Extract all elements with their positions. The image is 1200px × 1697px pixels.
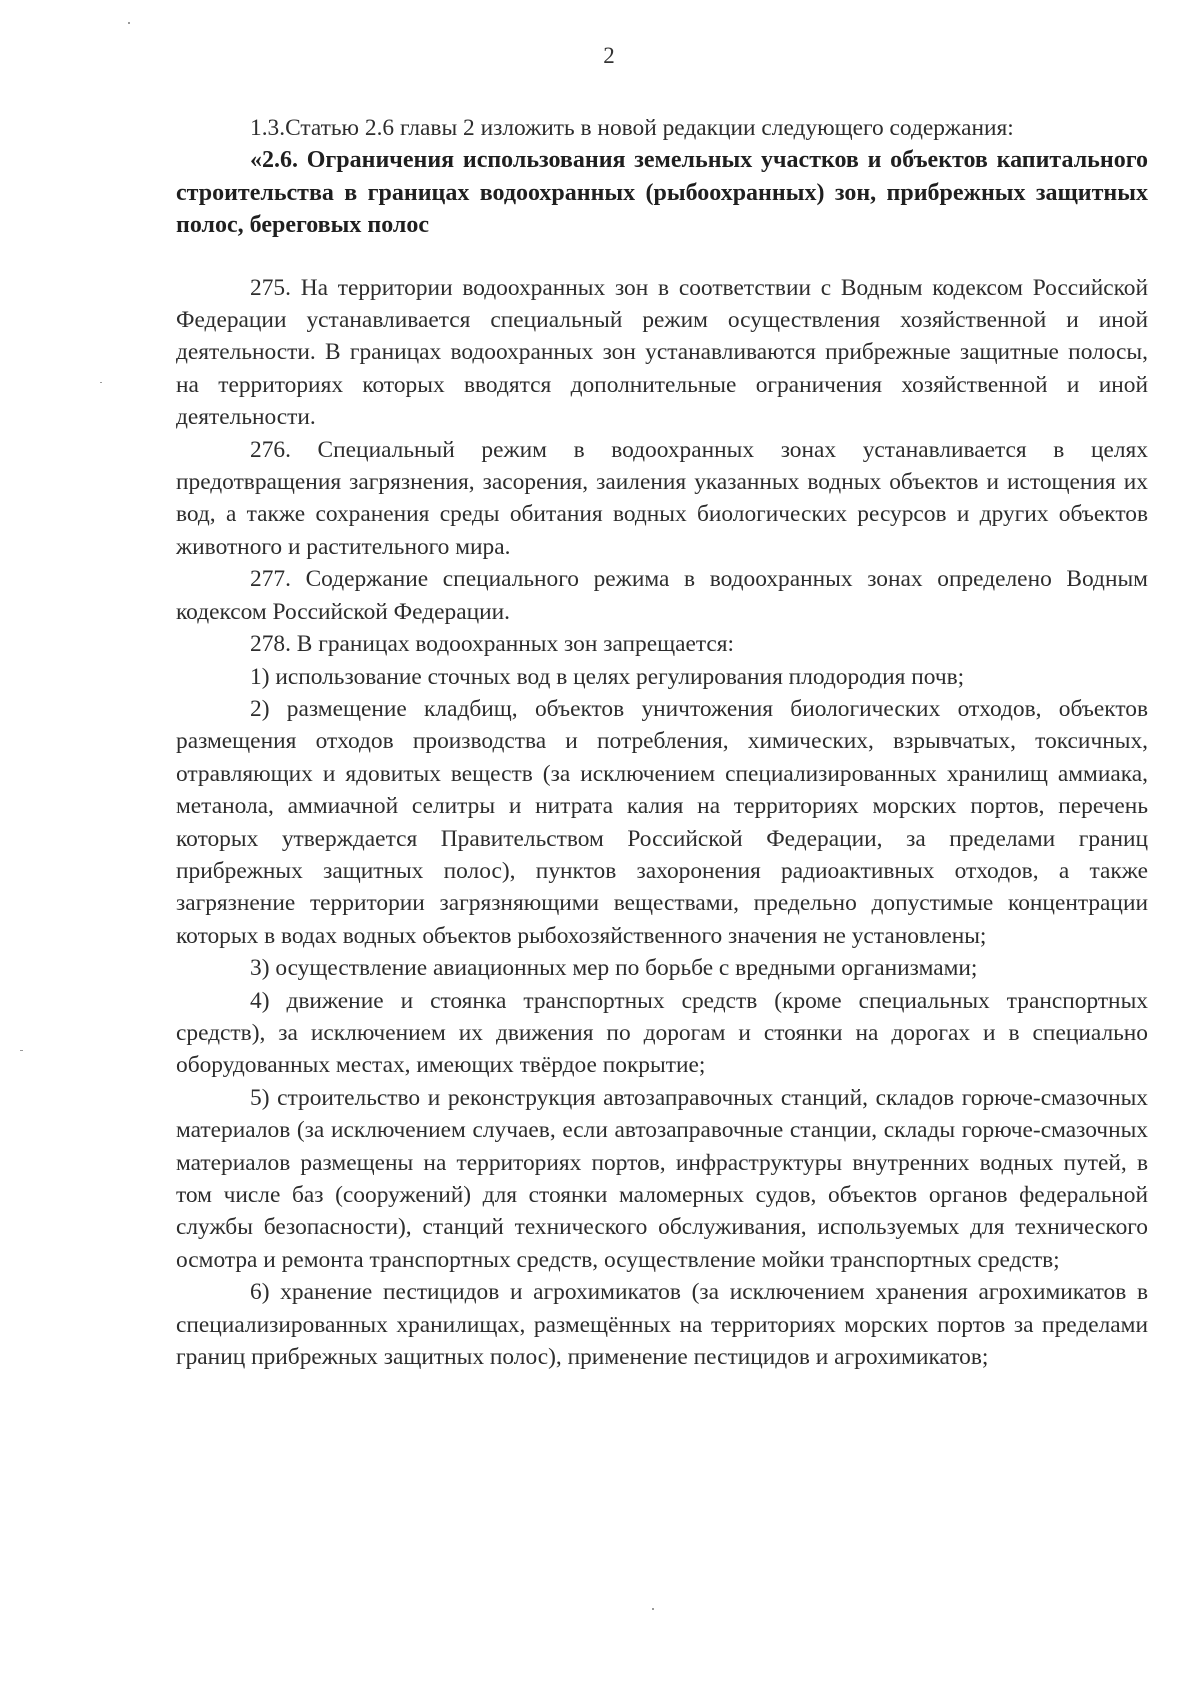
document-body — [176, 112, 1148, 1373]
list-item-2: 2) размещение кладбищ, объектов уничтожения биологических отходов, объектов размещения отходов производства и потребления, химических, взрывчатых, токсичных, отравляющих и ядовитых веществ (за исключением специализированных хранилищ аммиака, метанола, аммиачной селитры и нитрата калия на территориях морских портов, перечень которых утверждается Правительством Российской Федерации, за пределами границ прибрежных защитных полос), пунктов захоронения радиоактивных отходов, а также загрязнение территории загрязняющими веществами, предельно допустимые концентрации которых в водах водных объектов рыбохозяйственного значения не установлены; — [176, 695, 1148, 949]
paragraph-275: 275. На территории водоохранных зон в соответствии с Водным кодексом Российской Федерации устанавливается специальный режим осуществления хозяйственной и иной деятельности. В границах водоохранных зон устанавливаются прибрежные защитные полосы, на территориях которых вводятся дополнительные ограничения хозяйственной и иной деятельности. — [176, 274, 1148, 431]
scan-speck — [100, 382, 102, 383]
list-item-1: 1) использование сточных вод в целях регулирования плодородия почв; — [250, 663, 965, 690]
scan-speck — [20, 1050, 23, 1051]
paragraph-276: 276. Специальный режим в водоохранных зонах устанавливается в целях предотвращения загрязнения, засорения, заиления указанных водных объектов и истощения их вод, а также сохранения среды обитания водных биологических ресурсов и других объектов животного и растительного мира. — [176, 436, 1148, 560]
section-heading-2-6: «2.6. Ограничения использования земельных участков и объектов капитального строительства в границах водоохранных (рыбоохранных) зон, прибрежных защитных полос, береговых полос — [176, 147, 1148, 239]
scan-speck — [652, 1608, 654, 1610]
spacer — [176, 242, 1148, 272]
paragraph-1-3: 1.3.Статью 2.6 главы 2 изложить в новой редакции следующего содержания: — [250, 115, 1014, 141]
paragraph-278: 278. В границах водоохранных зон запрещается: — [250, 631, 735, 658]
list-item-3: 3) осуществление авиационных мер по борьбе с вредными организмами; — [250, 955, 978, 982]
list-item-4: 4) движение и стоянка транспортных средств (кроме специальных транспортных средств), за исключением их движения по дорогам и стоянки на дорогах и в специально оборудованных местах, имеющих твёрдое покрытие; — [176, 987, 1148, 1079]
list-item-5: 5) строительство и реконструкция автозаправочных станций, складов горюче-смазочных материалов (за исключением случаев, если автозаправочные станции, склады горюче-смазочных материалов размещены на территориях портов, инфраструктуры внутренних водных путей, в том числе баз (сооружений) для стоянки маломерных судов, объектов органов федеральной службы безопасности), станций технического обслуживания, используемых для технического осмотра и ремонта транспортных средств, осуществление мойки транспортных средств; — [176, 1084, 1148, 1273]
page-number: 2 — [603, 43, 615, 68]
list-item-6: 6) хранение пестицидов и агрохимикатов (за исключением хранения агрохимикатов в специализированных хранилищах, размещённых на территориях морских портов за пределами границ прибрежных защитных полос), применение пестицидов и агрохимикатов; — [176, 1279, 1148, 1371]
scan-speck — [128, 22, 130, 24]
paragraph-277: 277. Содержание специального режима в водоохранных зонах определено Водным кодексом Российской Федерации. — [176, 566, 1148, 625]
